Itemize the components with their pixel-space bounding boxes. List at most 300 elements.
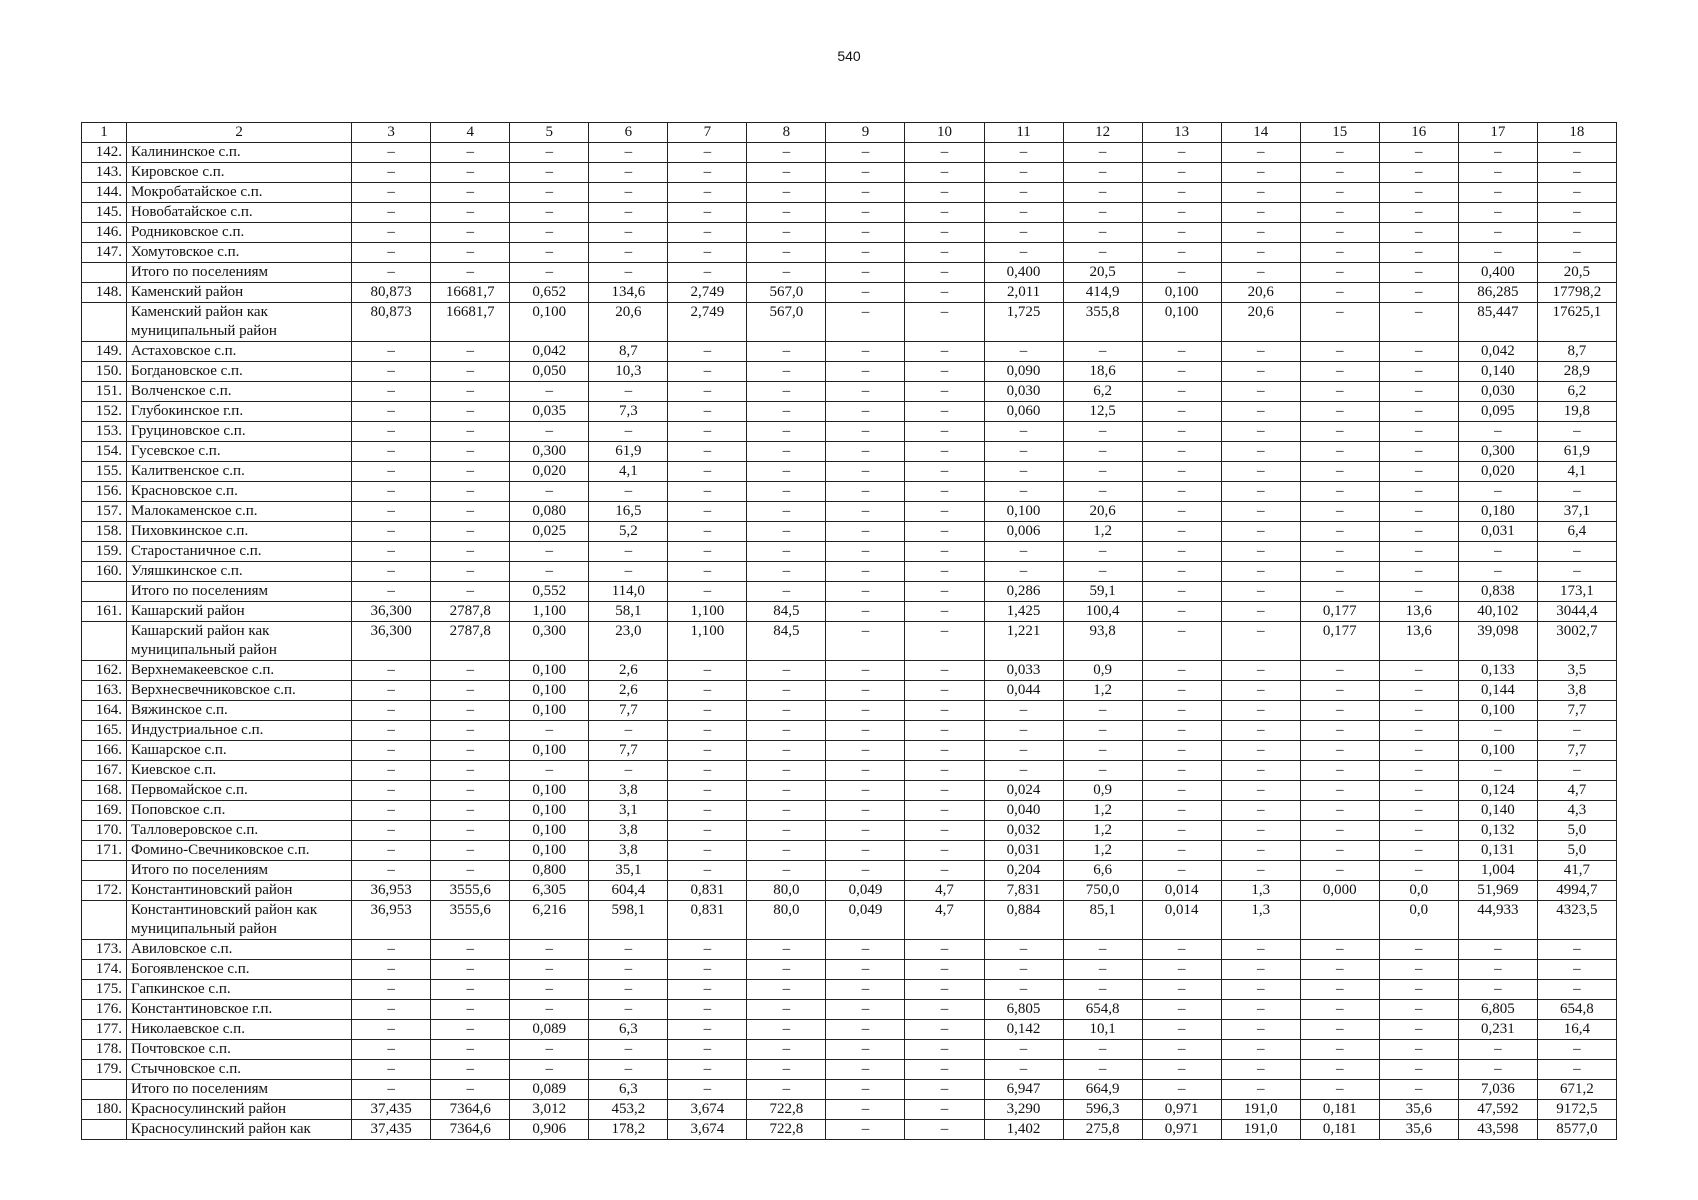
row-number-cell: 175. — [82, 980, 127, 1000]
value-cell: – — [1300, 582, 1379, 602]
value-cell: – — [589, 940, 668, 960]
value-cell: – — [668, 960, 747, 980]
value-cell: – — [431, 522, 510, 542]
value-cell: – — [668, 661, 747, 681]
table-row — [82, 582, 1617, 602]
column-header: 3 — [352, 123, 431, 143]
value-cell: – — [352, 382, 431, 402]
value-cell: – — [1221, 342, 1300, 362]
value-cell: – — [1379, 721, 1458, 741]
value-cell: – — [589, 223, 668, 243]
value-cell: 80,0 — [747, 901, 826, 940]
value-cell: – — [352, 402, 431, 422]
value-cell: – — [826, 382, 905, 402]
value-cell: – — [1300, 362, 1379, 382]
value-cell: – — [826, 761, 905, 781]
value-cell: 0,131 — [1458, 841, 1537, 861]
value-cell: – — [1537, 721, 1616, 741]
value-cell: 4,7 — [905, 881, 984, 901]
value-cell: – — [1379, 1000, 1458, 1020]
value-cell: 80,873 — [352, 283, 431, 303]
value-cell: – — [1221, 721, 1300, 741]
row-number-cell: 149. — [82, 342, 127, 362]
value-cell: 7,7 — [589, 701, 668, 721]
value-cell: – — [589, 163, 668, 183]
value-cell: – — [1458, 980, 1537, 1000]
value-cell: – — [1063, 243, 1142, 263]
value-cell: – — [826, 1020, 905, 1040]
name-cell: Родниковское с.п. — [127, 223, 352, 243]
value-cell: – — [352, 1080, 431, 1100]
value-cell: – — [826, 622, 905, 661]
value-cell: – — [352, 203, 431, 223]
value-cell: – — [668, 382, 747, 402]
row-number-cell: 145. — [82, 203, 127, 223]
value-cell: – — [431, 661, 510, 681]
value-cell: 750,0 — [1063, 881, 1142, 901]
value-cell: – — [905, 960, 984, 980]
value-cell: – — [1221, 362, 1300, 382]
value-cell: 0,181 — [1300, 1100, 1379, 1120]
value-cell: 0,031 — [984, 841, 1063, 861]
value-cell: – — [1221, 821, 1300, 841]
value-cell: – — [1221, 761, 1300, 781]
value-cell: – — [1142, 1000, 1221, 1020]
value-cell: – — [1142, 382, 1221, 402]
value-cell: 3,5 — [1537, 661, 1616, 681]
value-cell: – — [352, 721, 431, 741]
value-cell: – — [1300, 1060, 1379, 1080]
value-cell: – — [747, 482, 826, 502]
value-cell: – — [1142, 960, 1221, 980]
value-cell: – — [510, 163, 589, 183]
value-cell: – — [984, 203, 1063, 223]
value-cell: – — [510, 761, 589, 781]
value-cell: – — [905, 741, 984, 761]
value-cell: – — [510, 223, 589, 243]
value-cell: – — [431, 442, 510, 462]
value-cell: – — [826, 362, 905, 382]
row-number-cell: 150. — [82, 362, 127, 382]
value-cell: – — [589, 562, 668, 582]
value-cell: – — [431, 143, 510, 163]
value-cell: – — [431, 163, 510, 183]
value-cell: – — [352, 980, 431, 1000]
value-cell: – — [1379, 1020, 1458, 1040]
value-cell: – — [747, 243, 826, 263]
value-cell: – — [1142, 1060, 1221, 1080]
name-cell: Красновское с.п. — [127, 482, 352, 502]
value-cell: 6,3 — [589, 1080, 668, 1100]
value-cell: 1,100 — [668, 622, 747, 661]
value-cell: – — [826, 602, 905, 622]
value-cell: – — [826, 861, 905, 881]
value-cell: 0,030 — [984, 382, 1063, 402]
value-cell: 6,3 — [589, 1020, 668, 1040]
value-cell: 0,181 — [1300, 1120, 1379, 1140]
value-cell: 20,6 — [589, 303, 668, 342]
value-cell: 0,014 — [1142, 881, 1221, 901]
value-cell: – — [1458, 1060, 1537, 1080]
value-cell: – — [1063, 761, 1142, 781]
table-row — [82, 661, 1617, 681]
value-cell: – — [1063, 203, 1142, 223]
value-cell: – — [1379, 283, 1458, 303]
table-row — [82, 482, 1617, 502]
column-header: 13 — [1142, 123, 1221, 143]
value-cell: – — [905, 522, 984, 542]
value-cell: 0,033 — [984, 661, 1063, 681]
value-cell: 598,1 — [589, 901, 668, 940]
value-cell: 3,674 — [668, 1120, 747, 1140]
row-number-cell: 144. — [82, 183, 127, 203]
table-row — [82, 223, 1617, 243]
row-number-cell — [82, 303, 127, 342]
value-cell: – — [747, 442, 826, 462]
name-cell: Константиновский район как муниципальный район — [127, 901, 352, 940]
value-cell: 23,0 — [589, 622, 668, 661]
row-number-cell: 163. — [82, 681, 127, 701]
value-cell: – — [905, 263, 984, 283]
table-row — [82, 402, 1617, 422]
value-cell: – — [510, 1040, 589, 1060]
value-cell: 0,044 — [984, 681, 1063, 701]
value-cell: – — [1142, 681, 1221, 701]
value-cell: 3,674 — [668, 1100, 747, 1120]
value-cell: 43,598 — [1458, 1120, 1537, 1140]
value-cell: – — [352, 940, 431, 960]
value-cell: – — [352, 562, 431, 582]
value-cell: – — [1379, 542, 1458, 562]
row-number-cell: 164. — [82, 701, 127, 721]
value-cell: – — [905, 203, 984, 223]
value-cell: 85,1 — [1063, 901, 1142, 940]
row-number-cell: 159. — [82, 542, 127, 562]
value-cell: – — [826, 801, 905, 821]
value-cell: – — [1537, 940, 1616, 960]
value-cell: – — [747, 801, 826, 821]
row-number-cell: 180. — [82, 1100, 127, 1120]
value-cell: 275,8 — [1063, 1120, 1142, 1140]
value-cell: – — [510, 203, 589, 223]
value-cell: 0,906 — [510, 1120, 589, 1140]
value-cell: – — [1142, 980, 1221, 1000]
value-cell: – — [984, 223, 1063, 243]
name-cell: Уляшкинское с.п. — [127, 562, 352, 582]
value-cell: – — [1379, 861, 1458, 881]
value-cell: 0,080 — [510, 502, 589, 522]
value-cell: 1,100 — [510, 602, 589, 622]
value-cell: – — [589, 980, 668, 1000]
value-cell: 3,290 — [984, 1100, 1063, 1120]
value-cell: 2,749 — [668, 303, 747, 342]
value-cell: 5,0 — [1537, 841, 1616, 861]
value-cell: – — [984, 980, 1063, 1000]
value-cell: – — [1063, 422, 1142, 442]
value-cell: – — [431, 980, 510, 1000]
value-cell: 6,6 — [1063, 861, 1142, 881]
value-cell: – — [984, 482, 1063, 502]
value-cell: – — [668, 701, 747, 721]
value-cell: – — [1300, 442, 1379, 462]
value-cell: – — [352, 821, 431, 841]
value-cell: – — [826, 661, 905, 681]
value-cell: – — [984, 721, 1063, 741]
value-cell: – — [352, 223, 431, 243]
value-cell: – — [826, 1080, 905, 1100]
value-cell: 0,884 — [984, 901, 1063, 940]
value-cell: – — [668, 582, 747, 602]
value-cell: 36,300 — [352, 622, 431, 661]
value-cell: 355,8 — [1063, 303, 1142, 342]
value-cell: – — [1221, 622, 1300, 661]
value-cell: 0,095 — [1458, 402, 1537, 422]
value-cell: – — [1379, 1080, 1458, 1100]
value-cell: – — [984, 542, 1063, 562]
value-cell: – — [431, 342, 510, 362]
value-cell: – — [1458, 721, 1537, 741]
name-cell: Итого по поселениям — [127, 263, 352, 283]
value-cell: – — [1142, 761, 1221, 781]
value-cell: – — [668, 462, 747, 482]
value-cell: – — [668, 203, 747, 223]
table-row — [82, 960, 1617, 980]
name-cell: Глубокинское г.п. — [127, 402, 352, 422]
table-row — [82, 562, 1617, 582]
value-cell: – — [510, 143, 589, 163]
value-cell: – — [1537, 422, 1616, 442]
value-cell: – — [747, 781, 826, 801]
value-cell: – — [1142, 861, 1221, 881]
value-cell: – — [352, 342, 431, 362]
value-cell: 0,142 — [984, 1020, 1063, 1040]
value-cell: – — [826, 542, 905, 562]
value-cell: 2,6 — [589, 661, 668, 681]
value-cell: 0,050 — [510, 362, 589, 382]
value-cell: – — [747, 542, 826, 562]
value-cell: 2,011 — [984, 283, 1063, 303]
value-cell: – — [826, 303, 905, 342]
value-cell: – — [905, 861, 984, 881]
value-cell: – — [352, 781, 431, 801]
value-cell: 0,971 — [1142, 1100, 1221, 1120]
row-number-cell: 146. — [82, 223, 127, 243]
value-cell: – — [510, 980, 589, 1000]
value-cell: – — [1379, 841, 1458, 861]
value-cell: – — [668, 442, 747, 462]
value-cell: – — [352, 582, 431, 602]
value-cell: – — [1379, 582, 1458, 602]
value-cell: 0,030 — [1458, 382, 1537, 402]
value-cell: – — [905, 502, 984, 522]
value-cell: 0,100 — [510, 841, 589, 861]
value-cell: – — [668, 1080, 747, 1100]
value-cell: – — [1063, 741, 1142, 761]
value-cell: – — [1063, 1040, 1142, 1060]
value-cell: – — [1458, 223, 1537, 243]
value-cell: – — [1458, 163, 1537, 183]
column-header: 14 — [1221, 123, 1300, 143]
value-cell: 0,177 — [1300, 622, 1379, 661]
value-cell: 8577,0 — [1537, 1120, 1616, 1140]
value-cell: 1,2 — [1063, 841, 1142, 861]
value-cell: 0,100 — [984, 502, 1063, 522]
value-cell: – — [1300, 821, 1379, 841]
name-cell: Итого по поселениям — [127, 582, 352, 602]
value-cell: – — [1300, 422, 1379, 442]
value-cell: – — [905, 701, 984, 721]
value-cell: – — [1221, 701, 1300, 721]
value-cell: – — [1221, 861, 1300, 881]
name-cell: Константиновское г.п. — [127, 1000, 352, 1020]
value-cell: – — [826, 821, 905, 841]
value-cell: – — [431, 1060, 510, 1080]
value-cell: – — [352, 502, 431, 522]
value-cell: – — [826, 781, 905, 801]
value-cell: – — [1142, 522, 1221, 542]
table-row — [82, 263, 1617, 283]
value-cell: – — [1379, 163, 1458, 183]
value-cell: – — [1379, 243, 1458, 263]
value-cell: 20,5 — [1537, 263, 1616, 283]
value-cell: 0,014 — [1142, 901, 1221, 940]
value-cell: 84,5 — [747, 622, 826, 661]
value-cell: – — [668, 980, 747, 1000]
value-cell: 3555,6 — [431, 881, 510, 901]
value-cell: – — [668, 402, 747, 422]
name-cell: Груциновское с.п. — [127, 422, 352, 442]
value-cell: 4994,7 — [1537, 881, 1616, 901]
value-cell: – — [1300, 382, 1379, 402]
value-cell: – — [747, 841, 826, 861]
value-cell: – — [668, 362, 747, 382]
value-cell: – — [1221, 263, 1300, 283]
value-cell: 0,100 — [510, 681, 589, 701]
row-number-cell: 167. — [82, 761, 127, 781]
table-row — [82, 362, 1617, 382]
value-cell: – — [1142, 602, 1221, 622]
name-cell: Гусевское с.п. — [127, 442, 352, 462]
value-cell: – — [352, 442, 431, 462]
value-cell: – — [905, 1040, 984, 1060]
value-cell: – — [905, 1080, 984, 1100]
value-cell: 19,8 — [1537, 402, 1616, 422]
value-cell: – — [1458, 562, 1537, 582]
value-cell: – — [1300, 741, 1379, 761]
value-cell: – — [826, 522, 905, 542]
value-cell: 6,947 — [984, 1080, 1063, 1100]
value-cell: 0,831 — [668, 881, 747, 901]
value-cell: 3,012 — [510, 1100, 589, 1120]
value-cell: – — [1379, 980, 1458, 1000]
value-cell: – — [826, 1100, 905, 1120]
value-cell: – — [1142, 442, 1221, 462]
value-cell: 3,8 — [589, 821, 668, 841]
value-cell: – — [984, 422, 1063, 442]
name-cell: Кировское с.п. — [127, 163, 352, 183]
table-row — [82, 183, 1617, 203]
name-cell: Богоявленское с.п. — [127, 960, 352, 980]
value-cell: 654,8 — [1063, 1000, 1142, 1020]
value-cell: – — [589, 183, 668, 203]
value-cell: – — [747, 183, 826, 203]
value-cell: – — [589, 243, 668, 263]
value-cell: 4323,5 — [1537, 901, 1616, 940]
table-row — [82, 1120, 1617, 1140]
value-cell: – — [431, 940, 510, 960]
value-cell: – — [905, 761, 984, 781]
value-cell: 36,953 — [352, 901, 431, 940]
value-cell: – — [1221, 841, 1300, 861]
name-cell: Почтовское с.п. — [127, 1040, 352, 1060]
value-cell: – — [431, 701, 510, 721]
row-number-cell: 158. — [82, 522, 127, 542]
value-cell: – — [905, 801, 984, 821]
value-cell: 4,1 — [589, 462, 668, 482]
value-cell: 0,100 — [1142, 303, 1221, 342]
table-row — [82, 901, 1617, 940]
value-cell: – — [1379, 223, 1458, 243]
row-number-cell — [82, 1120, 127, 1140]
value-cell: – — [826, 143, 905, 163]
value-cell: – — [352, 1040, 431, 1060]
value-cell: 2,749 — [668, 283, 747, 303]
value-cell: 1,100 — [668, 602, 747, 622]
value-cell: 0,089 — [510, 1080, 589, 1100]
value-cell: – — [1300, 1020, 1379, 1040]
value-cell: – — [1221, 482, 1300, 502]
table-row — [82, 462, 1617, 482]
value-cell: – — [747, 861, 826, 881]
value-cell: – — [1300, 1080, 1379, 1100]
value-cell: – — [984, 462, 1063, 482]
value-cell: – — [352, 143, 431, 163]
value-cell: 178,2 — [589, 1120, 668, 1140]
value-cell: – — [826, 582, 905, 602]
row-number-cell: 176. — [82, 1000, 127, 1020]
table-row — [82, 1100, 1617, 1120]
row-number-cell: 168. — [82, 781, 127, 801]
value-cell: – — [747, 960, 826, 980]
value-cell: – — [905, 681, 984, 701]
value-cell: – — [352, 681, 431, 701]
value-cell: – — [1221, 522, 1300, 542]
value-cell: – — [1300, 1000, 1379, 1020]
column-header: 8 — [747, 123, 826, 143]
value-cell: 4,3 — [1537, 801, 1616, 821]
row-number-cell: 147. — [82, 243, 127, 263]
value-cell: – — [1221, 1080, 1300, 1100]
value-cell: 40,102 — [1458, 602, 1537, 622]
value-cell: 0,000 — [1300, 881, 1379, 901]
column-header: 11 — [984, 123, 1063, 143]
value-cell: 6,4 — [1537, 522, 1616, 542]
value-cell: – — [1379, 940, 1458, 960]
value-cell: – — [668, 263, 747, 283]
value-cell: – — [826, 1040, 905, 1060]
value-cell: – — [747, 582, 826, 602]
value-cell: – — [352, 362, 431, 382]
value-cell: – — [589, 721, 668, 741]
row-number-cell: 157. — [82, 502, 127, 522]
value-cell: – — [1221, 741, 1300, 761]
row-number-cell: 153. — [82, 422, 127, 442]
value-cell: 0,831 — [668, 901, 747, 940]
value-cell: – — [1221, 462, 1300, 482]
value-cell: – — [431, 801, 510, 821]
value-cell: – — [1142, 402, 1221, 422]
row-number-cell: 170. — [82, 821, 127, 841]
